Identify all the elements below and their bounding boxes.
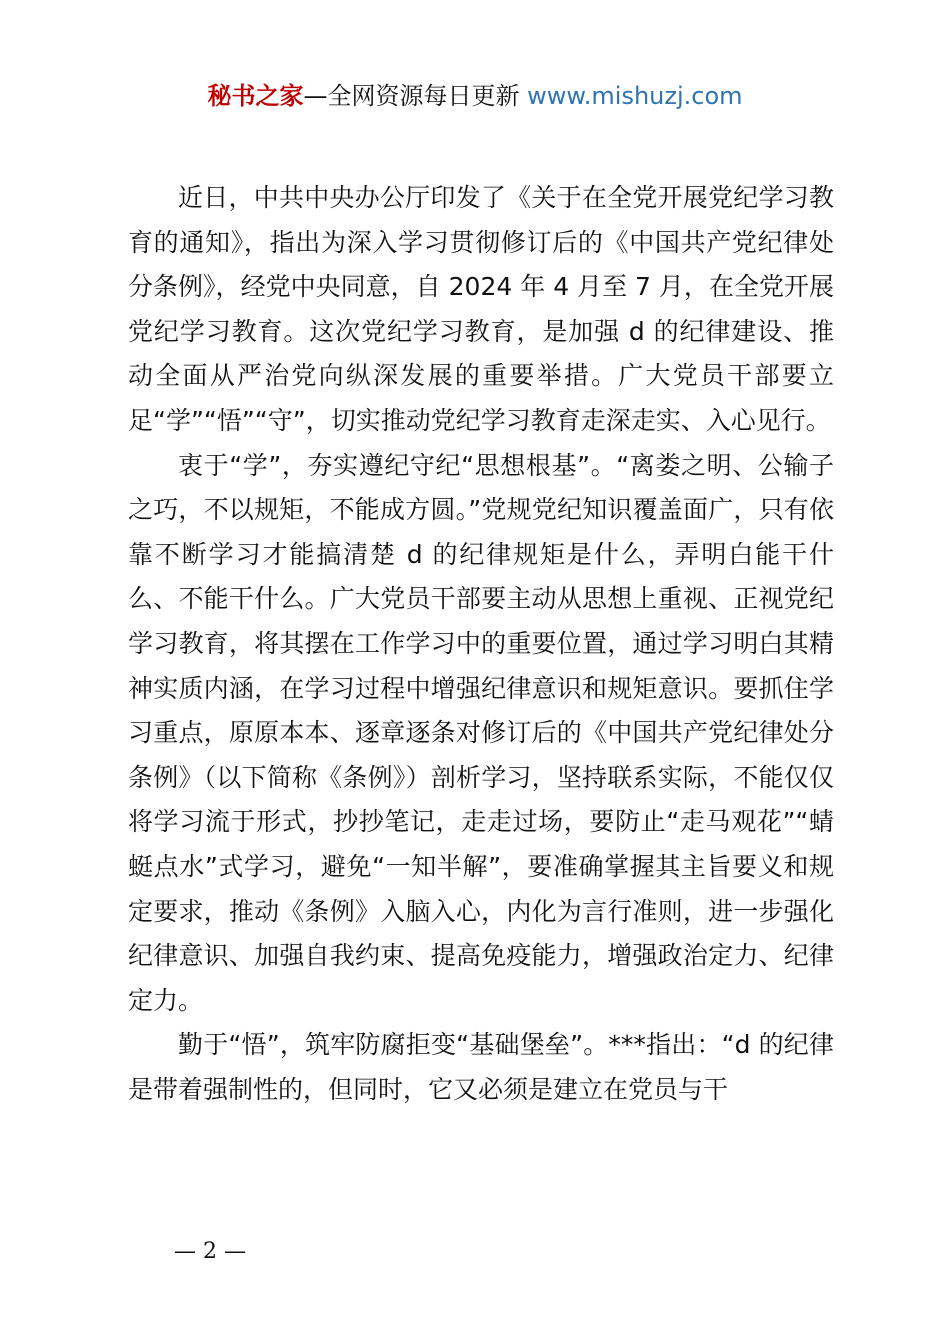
paragraph-2: 衷于“学”，夯实遵纪守纪“思想根基”。“离娄之明、公输子之巧，不以规矩，不能成方圆。”党规党纪知识覆盖面广，只有依靠不断学习才能搞清楚 d 的纪律规矩是什么，弄明白能干什么、不能干什么。广大党员干部要主动从思想上重视、正视党纪学习教育，将其摆在工作学习中的重要位置，通过学习明白其精神实质内涵，在学习过程中增强纪律意识和规矩意识。要抓住学习重点，原原本本、逐章逐条对修订后的《中国共产党纪律处分条例》（以下简称《条例》）剖析学习，坚持联系实际，不能仅仅将学习流于形式，抄抄笔记，走走过场，要防止“走马观花”“蜻蜓点水”式学习，避免“一知半解”，要准确掌握其主旨要义和规定要求，推动《条例》入脑入心，内化为言行准则，进一步强化纪律意识、加强自我约束、提高免疫能力，增强政治定力、纪律定力。: [128, 450, 834, 1015]
site-tagline: —全网资源每日更新: [303, 82, 528, 110]
site-banner: [0, 78, 950, 114]
site-brand: 秘书之家: [207, 82, 304, 110]
document-body: [128, 176, 834, 1112]
paragraph-1: 近日，中共中央办公厅印发了《关于在全党开展党纪学习教育的通知》，指出为深入学习贯彻修订后的《中国共产党纪律处分条例》，经党中央同意，自 2024 年 4 月至 7 月，在全党开展党纪学习教育。这次党纪学习教育，是加强 d 的纪律建设、推动全面从严治党向纵深发展的重要举措。广大党员干部要立足“学”“悟”“守”，切实推动党纪学习教育走深走实、入心见行。: [128, 183, 834, 435]
site-url[interactable]: www.mishuzj.com: [527, 82, 743, 110]
paragraph-3: 勤于“悟”，筑牢防腐拒变“基础堡垒”。***指出：“d 的纪律是带着强制性的，但同时，它又必须是建立在党员与干: [128, 1030, 834, 1104]
page-number: — 2 —: [174, 1239, 246, 1264]
